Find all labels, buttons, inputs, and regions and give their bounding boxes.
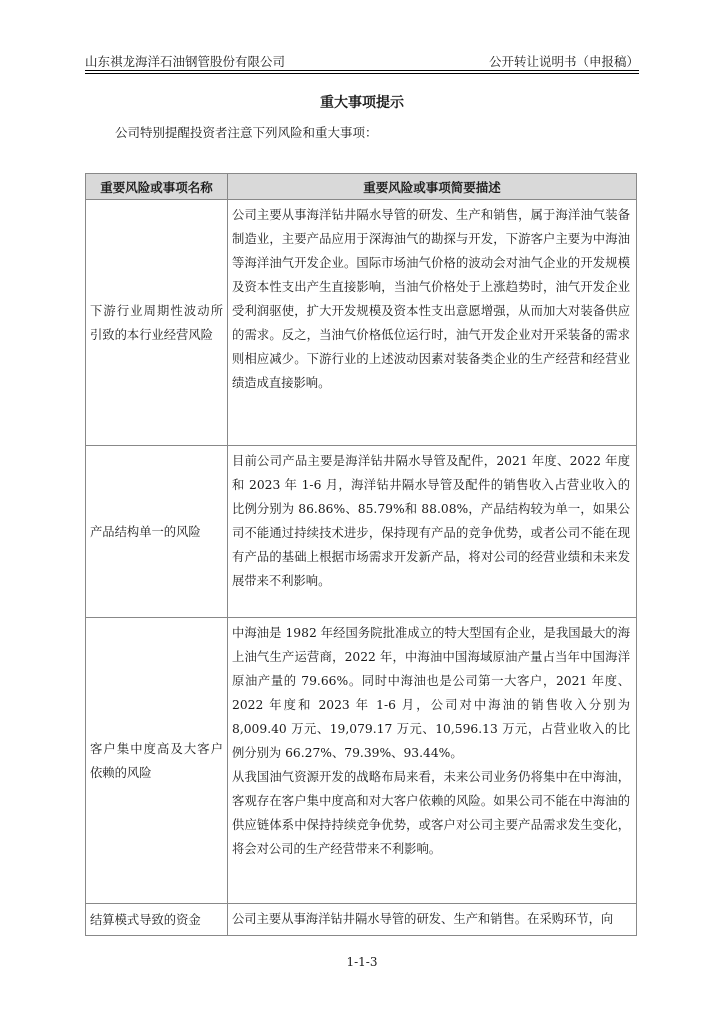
description-paragraph: 目前公司产品主要是海洋钻井隔水导管及配件，2021 年度、2022 年度和 2023 年 1-6 月，海洋钻井隔水导管及配件的销售收入占营业收入的比例分别为 86.86%、85.79%和 88.08%，产品结构较为单一，如果公司不能通过持续技术进步，保持现有产品的竞争优势，或者公司不能在现有产品的基础上根据市场需求开发新产品，将对公司的经营业绩和未来发展带来不利影响。	[232, 454, 630, 588]
description-paragraph: 公司主要从事海洋钻井隔水导管的研发、生产和销售。在采购环节，向	[232, 912, 614, 926]
header-doc-type: 公开转让说明书（申报稿）	[488, 54, 639, 69]
risk-description	[228, 200, 637, 446]
header-rule	[85, 70, 639, 71]
table-row	[86, 904, 637, 936]
page-header	[85, 48, 639, 70]
column-header-desc: 重要风险或事项简要描述	[228, 174, 637, 200]
risk-table	[85, 173, 637, 936]
table-row	[86, 200, 637, 446]
description-paragraph: 公司主要从事海洋钻井隔水导管的研发、生产和销售，属于海洋油气装备制造业，主要产品应用于深海油气的勘探与开发，下游客户主要为中海油等海洋油气开发企业。国际市场油气价格的波动会对油气企业的开发规模及资本性支出产生直接影响，当油气价格处于上涨趋势时，油气开发企业受利润驱使，扩大开发规模及资本性支出意愿增强，从而加大对装备供应的需求。反之，当油气价格低位运行时，油气开发企业对开采装备的需求则相应减少。下游行业的上述波动因素对装备类企业的生产经营和经营业绩造成直接影响。	[232, 208, 630, 390]
table-header-row	[86, 174, 637, 200]
page-number: 1-1-3	[346, 955, 378, 969]
intro-text: 公司特别提醒投资者注意下列风险和重大事项：	[115, 125, 378, 140]
risk-description	[228, 618, 637, 904]
header-rule-thin	[85, 73, 639, 74]
risk-name: 结算模式导致的资金	[86, 904, 228, 936]
description-paragraph: 中海油是 1982 年经国务院批准成立的特大型国有企业，是我国最大的海上油气生产运营商，2022 年，中海油中国海域原油产量占当年中国海洋原油产量的 79.66%。同时中海油也是公司第一大客户，2021 年度、2022 年度和 2023 年 1-6 月，公司对中海油的销售收入分别为 8,009.40 万元、19,079.17 万元、10,596.13 万元，占营业收入的比例分别为 66.27%、79.39%、93.44%。	[232, 626, 630, 760]
description-paragraph: 从我国油气资源开发的战略布局来看，未来公司业务仍将集中在中海油，客观存在客户集中度高和对大客户依赖的风险。如果公司不能在中海油的供应链体系中保持持续竞争优势，或客户对公司主要产品需求发生变化，将会对公司的生产经营带来不利影响。	[232, 770, 630, 856]
section-title: 重大事项提示	[320, 95, 404, 111]
header-company: 山东祺龙海洋石油钢管股份有限公司	[85, 54, 286, 69]
table-row	[86, 618, 637, 904]
risk-description	[228, 904, 637, 936]
column-header-name: 重要风险或事项名称	[86, 174, 228, 200]
risk-name: 下游行业周期性波动所引致的本行业经营风险	[86, 200, 228, 446]
risk-name: 客户集中度高及大客户依赖的风险	[86, 618, 228, 904]
risk-name: 产品结构单一的风险	[86, 446, 228, 618]
table-row	[86, 446, 637, 618]
risk-description	[228, 446, 637, 618]
